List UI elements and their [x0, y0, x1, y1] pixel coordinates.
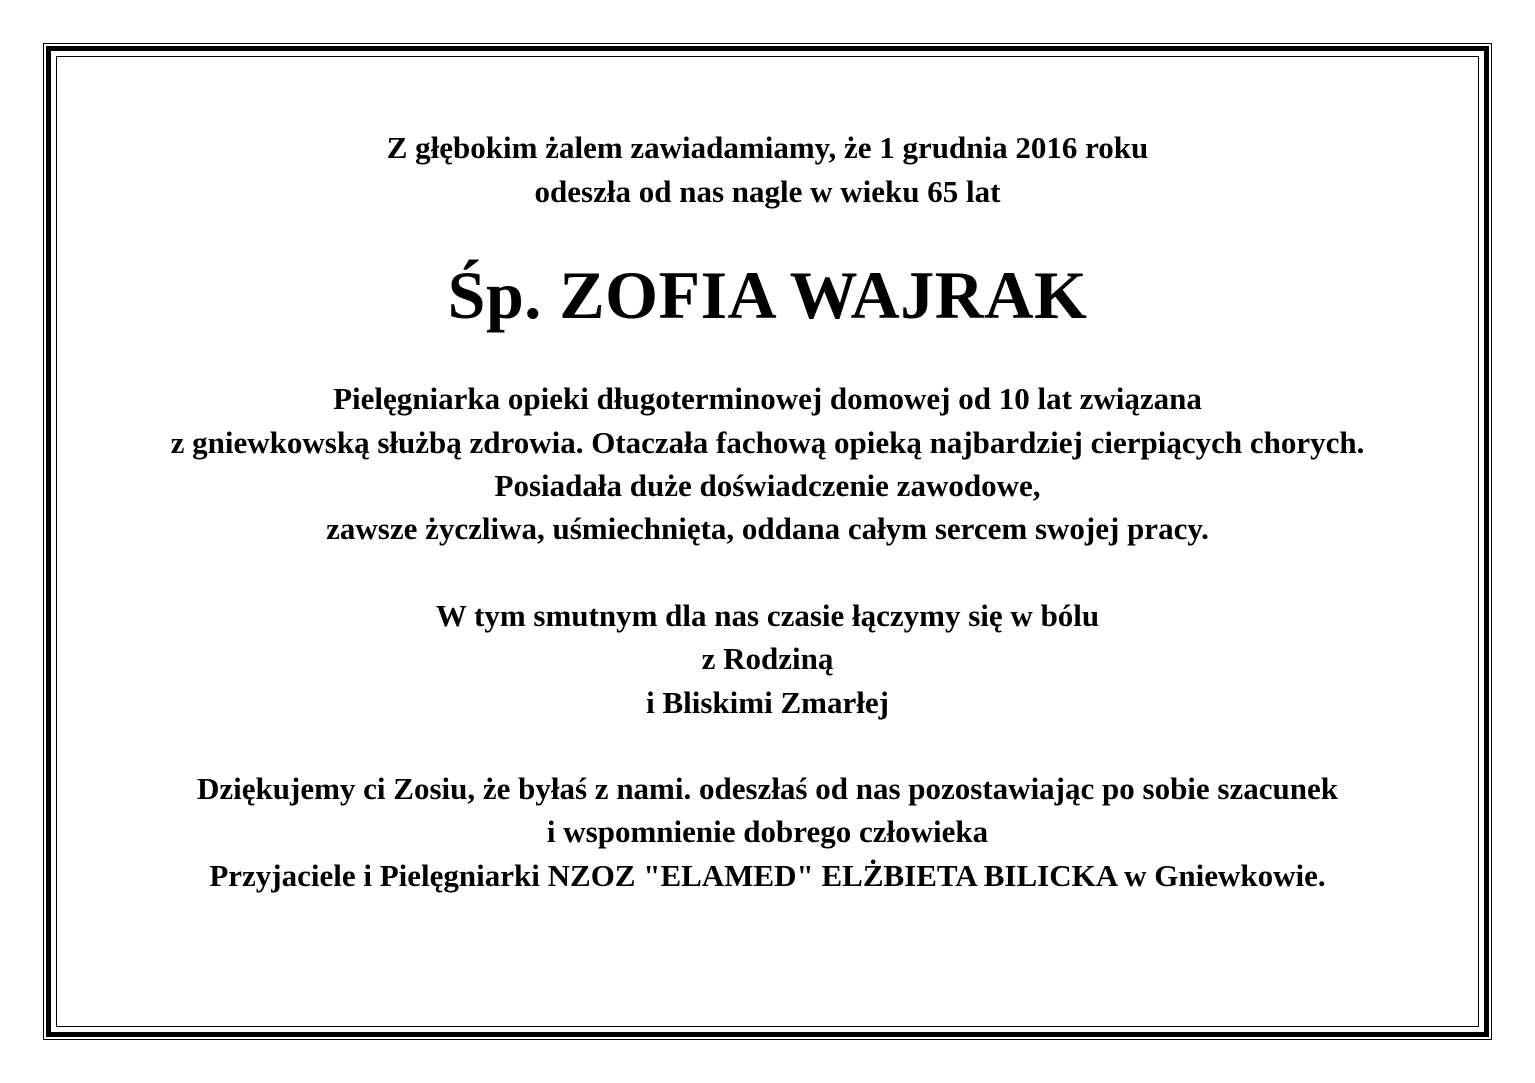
closing-signature: Przyjaciele i Pielęgniarki NZOZ "ELAMED" ELŻBIETA BILICKA w Gniewkowie.: [209, 858, 1326, 893]
bio-line-2: z gniewkowską służbą zdrowia. Otaczała fachową opieką najbardziej cierpiących chorych.: [170, 425, 1365, 460]
condolence-line-1: W tym smutnym dla nas czasie łączymy się w bólu: [435, 598, 1100, 633]
condolence-line-2: z Rodziną: [701, 641, 834, 676]
condolence-line-3: i Bliskimi Zmarłej: [646, 685, 889, 720]
bio-line-3: Posiadała duże doświadczenie zawodowe,: [494, 468, 1041, 503]
bio-line-1: Pielęgniarka opieki długoterminowej domowej od 10 lat związana: [333, 381, 1202, 416]
bio-line-4: zawsze życzliwa, uśmiechnięta, oddana całym sercem swojej pracy.: [326, 511, 1209, 546]
deceased-name: Śp. ZOFIA WAJRAK: [447, 257, 1088, 333]
intro-line-1: Z głębokim żalem zawiadamiamy, że 1 grudnia 2016 roku: [386, 130, 1149, 165]
closing-line-2: i wspomnienie dobrego człowieka: [546, 814, 989, 849]
intro-line-2: odeszła od nas nagle w wieku 65 lat: [534, 174, 1001, 209]
closing-line-1: Dziękujemy ci Zosiu, że byłaś z nami. odeszłaś od nas pozostawiając po sobie szacunek: [197, 771, 1338, 806]
